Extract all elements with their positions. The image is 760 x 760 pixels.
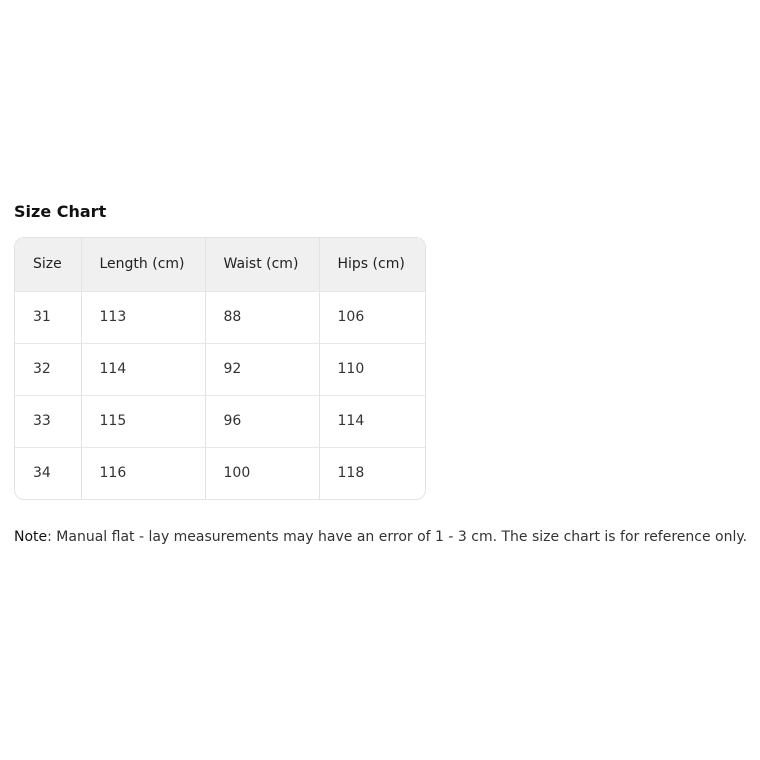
note-text: : Manual flat - lay measurements may have an error of 1 - 3 cm. The size chart is for reference only. [47,529,748,545]
cell-waist: 88 [205,291,319,343]
table-row [15,291,425,343]
cell-length: 116 [81,447,205,499]
cell-size: 32 [15,343,81,395]
table-row [15,343,425,395]
size-chart-title: Size Chart [14,202,107,221]
cell-hips: 106 [319,291,425,343]
header-length: Length (cm) [81,238,205,291]
cell-waist: 100 [205,447,319,499]
cell-length: 114 [81,343,205,395]
measurement-note [14,527,747,547]
cell-size: 31 [15,291,81,343]
cell-hips: 118 [337,465,365,482]
table-row [15,395,425,447]
cell-size: 33 [15,395,81,447]
size-chart-table [15,238,425,499]
header-size: Size [15,238,81,291]
header-waist: Waist (cm) [205,238,319,291]
header-hips: Hips (cm) [319,238,425,291]
cell-hips: 110 [319,343,425,395]
cell-hips: 114 [319,395,425,447]
cell-waist: 92 [205,343,319,395]
table-header-row [15,238,425,291]
cell-size: 34 [15,447,81,499]
cell-waist: 96 [205,395,319,447]
size-chart-table-container [14,237,426,500]
cell-length: 113 [81,291,205,343]
table-row [15,447,425,499]
cell-length: 115 [81,395,205,447]
note-label: Note [14,529,48,545]
